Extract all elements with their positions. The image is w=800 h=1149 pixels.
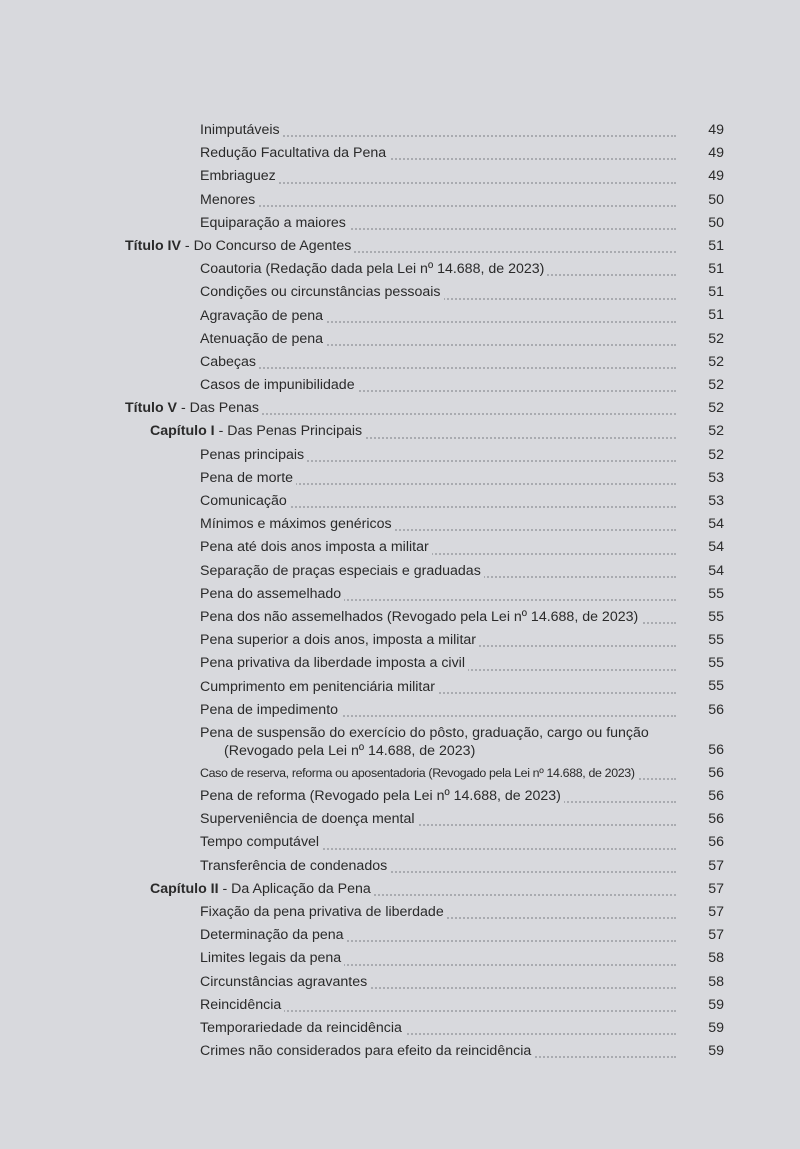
toc-entry[interactable]	[0, 142, 800, 165]
page-number: 59	[708, 1043, 724, 1060]
page-number: 56	[708, 741, 724, 758]
toc-entry[interactable]	[0, 397, 800, 420]
toc-entry-title	[200, 467, 296, 490]
toc-entry-title	[200, 676, 438, 699]
page-number: 51	[708, 237, 724, 254]
page-number: 53	[708, 469, 724, 486]
toc-entry-title	[200, 444, 307, 467]
toc-entry-title	[200, 212, 349, 235]
toc-entry[interactable]	[0, 878, 800, 901]
toc-entry-title	[200, 994, 284, 1017]
page-number: 51	[708, 261, 724, 278]
toc-entry[interactable]	[0, 281, 800, 304]
toc-entry-title	[200, 328, 326, 351]
page-number: 55	[708, 585, 724, 602]
entry-text: Fixação da pena privativa de liberdade	[200, 904, 444, 920]
toc-entry[interactable]	[0, 235, 800, 258]
toc-entry-title	[200, 699, 341, 722]
toc-entry-title	[200, 305, 326, 328]
toc-entry[interactable]	[0, 652, 800, 675]
toc-entry[interactable]	[0, 901, 800, 924]
entry-text: Pena de reforma (Revogado pela Lei nº 14.688, de 2023)	[200, 788, 561, 805]
entry-text: - Da Aplicação da Pena	[218, 880, 371, 897]
page-number: 53	[708, 492, 724, 509]
page-number: 56	[708, 811, 724, 828]
entry-text: Crimes não considerados para efeito da reincidência	[200, 1043, 532, 1060]
toc-entry[interactable]	[0, 536, 800, 559]
toc-entry[interactable]	[0, 513, 800, 536]
toc-entry-title	[200, 583, 344, 606]
page-number: 52	[708, 353, 724, 370]
entry-text: Pena até dois anos imposta a militar	[200, 539, 429, 556]
toc-entry[interactable]	[0, 1040, 800, 1063]
entry-text: Pena de morte	[200, 469, 294, 486]
toc-entry[interactable]	[0, 785, 800, 808]
section-label: Título V	[125, 400, 178, 417]
entry-text: Embriaguez	[200, 168, 276, 185]
entry-text: Agravação de pena	[200, 307, 324, 324]
entry-text: Redução Facultativa da Pena	[200, 145, 387, 162]
entry-text: Caso de reserva, reforma ou aposentadoria (Revogado pela Lei nº 14.688, de 2023)	[200, 765, 635, 780]
toc-entry-title	[200, 901, 447, 924]
entry-text: Tempo computável	[200, 834, 320, 851]
entry-text: Pena dos não assemelhados (Revogado pela Lei nº 14.688, de 2023)	[200, 608, 639, 625]
page-number: 56	[708, 701, 724, 718]
toc-entry-title	[200, 1017, 405, 1040]
page-number: 55	[708, 655, 724, 672]
entry-text: Limites legais da pena	[200, 950, 342, 967]
page-number: 49	[708, 145, 724, 162]
toc-entry[interactable]	[0, 444, 800, 467]
entry-text: Casos de impunibilidade	[200, 377, 355, 394]
toc-entry[interactable]	[0, 808, 800, 831]
page-number: 55	[708, 678, 724, 695]
page-number: 52	[708, 377, 724, 394]
toc-entry[interactable]	[0, 119, 800, 142]
page-number: 51	[708, 284, 724, 301]
page-number: 54	[708, 516, 724, 533]
toc-entry-title	[200, 924, 347, 947]
page-number: 55	[708, 608, 724, 625]
toc-entry[interactable]	[0, 490, 800, 513]
toc-entry-title	[200, 258, 547, 281]
toc-entry-title	[200, 629, 479, 652]
toc-entry[interactable]	[0, 351, 800, 374]
toc-entry[interactable]	[0, 583, 800, 606]
entry-text: Mínimos e máximos genéricos	[200, 516, 392, 533]
toc-entry[interactable]	[0, 374, 800, 397]
toc-entry-title	[125, 397, 262, 420]
toc-entry-title	[200, 560, 484, 583]
page-number: 56	[708, 788, 724, 805]
entry-text: Equiparação a maiores	[200, 214, 346, 231]
toc-entry-title	[200, 785, 564, 808]
toc-entry-title	[200, 762, 638, 785]
toc-entry[interactable]	[0, 699, 800, 722]
page-number: 52	[708, 423, 724, 440]
page-number: 50	[708, 214, 724, 231]
entry-text: Pena privativa da liberdade imposta a civil	[200, 655, 465, 672]
page-number: 57	[708, 880, 724, 897]
entry-text: Transferência de condenados	[200, 857, 388, 874]
entry-text: Pena de impedimento	[200, 701, 339, 718]
section-label: Título IV	[125, 237, 181, 254]
page-number: 58	[708, 950, 724, 967]
page-number: 58	[708, 973, 724, 990]
page-number: 54	[708, 539, 724, 556]
toc-entry[interactable]	[0, 305, 800, 328]
toc-entry[interactable]	[0, 165, 800, 188]
toc-entry-title	[150, 420, 365, 443]
page-number: 49	[708, 168, 724, 185]
entry-text: Pena de suspensão do exercício do pôsto, graduação, cargo ou função	[200, 724, 649, 741]
toc-entry-title	[200, 189, 258, 212]
toc-entry-title	[200, 606, 641, 629]
toc-entry[interactable]	[0, 467, 800, 490]
toc-entry-title	[125, 235, 354, 258]
dot-leader	[200, 205, 676, 207]
entry-text: Temporariedade da reincidência	[200, 1019, 402, 1036]
toc-entry[interactable]	[0, 947, 800, 970]
page-number: 54	[708, 562, 724, 579]
toc-entry-title	[200, 490, 290, 513]
entry-text: Penas principais	[200, 446, 305, 463]
toc-entry-title	[200, 165, 279, 188]
page-number: 59	[708, 996, 724, 1013]
entry-text: Reincidência	[200, 996, 282, 1013]
dot-leader	[200, 367, 676, 369]
page-number: 51	[708, 307, 724, 324]
toc-entry-title	[200, 652, 468, 675]
toc-entry[interactable]	[0, 722, 800, 762]
entry-text: Pena superior a dois anos, imposta a militar	[200, 632, 477, 649]
page-number: 59	[708, 1019, 724, 1036]
toc-entry[interactable]	[0, 676, 800, 699]
toc-entry-title	[200, 513, 395, 536]
toc-entry[interactable]	[0, 212, 800, 235]
entry-text: Pena do assemelhado	[200, 585, 342, 602]
toc-entry-title	[200, 1040, 534, 1063]
toc-entry-title	[200, 142, 389, 165]
toc-entry[interactable]	[0, 924, 800, 947]
toc-entry[interactable]	[0, 189, 800, 212]
toc-entry-title	[200, 281, 444, 304]
entry-text: - Das Penas	[177, 400, 260, 417]
entry-text: Superveniência de doença mental	[200, 811, 415, 828]
toc-entry[interactable]	[0, 831, 800, 854]
entry-text: - Do Concurso de Agentes	[180, 237, 352, 254]
toc-entry-title	[200, 722, 679, 760]
page-number: 52	[708, 400, 724, 417]
page-number: 57	[708, 927, 724, 944]
entry-text-continued: (Revogado pela Lei nº 14.688, de 2023)	[224, 742, 476, 759]
toc-entry[interactable]	[0, 606, 800, 629]
entry-text: Coautoria (Redação dada pela Lei nº 14.688, de 2023)	[200, 261, 545, 278]
toc-entry-title	[200, 351, 259, 374]
toc-entry-title	[200, 536, 432, 559]
entry-text: Atenuação de pena	[200, 330, 324, 347]
toc-entry-title	[200, 831, 322, 854]
toc-entry[interactable]	[0, 971, 800, 994]
entry-text: Comunicação	[200, 493, 287, 509]
entry-text: Menores	[200, 191, 256, 208]
page-number: 56	[708, 834, 724, 851]
toc-entry[interactable]	[0, 420, 800, 443]
page-number: 52	[708, 330, 724, 347]
toc-entry-title	[200, 119, 283, 142]
toc-entry[interactable]	[0, 560, 800, 583]
entry-text: Determinação da pena	[200, 927, 344, 944]
section-label: Capítulo II	[150, 880, 219, 897]
page-number: 52	[708, 446, 724, 463]
toc-entry[interactable]	[0, 629, 800, 652]
toc-entry-title	[200, 855, 390, 878]
toc-entry[interactable]	[0, 258, 800, 281]
page-number: 55	[708, 632, 724, 649]
entry-text: Cabeças	[200, 353, 256, 370]
entry-text: Circunstâncias agravantes	[200, 973, 368, 990]
page-number: 56	[708, 764, 724, 781]
section-label: Capítulo I	[150, 423, 215, 440]
page-number: 57	[708, 903, 724, 920]
page-number: 49	[708, 121, 724, 138]
toc-entry-title	[150, 878, 374, 901]
table-of-contents	[0, 119, 800, 1063]
toc-entry[interactable]	[0, 328, 800, 351]
entry-text: Cumprimento em penitenciária militar	[200, 678, 435, 695]
toc-entry[interactable]	[0, 762, 800, 785]
toc-entry-title	[200, 947, 344, 970]
toc-entry-title	[200, 971, 370, 994]
entry-text: - Das Penas Principais	[214, 423, 363, 440]
toc-entry-title	[200, 374, 358, 397]
toc-entry-title	[200, 808, 418, 831]
entry-text: Separação de praças especiais e graduadas	[200, 562, 481, 579]
entry-text: Condições ou circunstâncias pessoais	[200, 284, 441, 301]
toc-entry[interactable]	[0, 994, 800, 1017]
page-number: 57	[708, 857, 724, 874]
toc-entry[interactable]	[0, 1017, 800, 1040]
page-number: 50	[708, 191, 724, 208]
toc-entry[interactable]	[0, 855, 800, 878]
entry-text: Inimputáveis	[200, 122, 280, 138]
